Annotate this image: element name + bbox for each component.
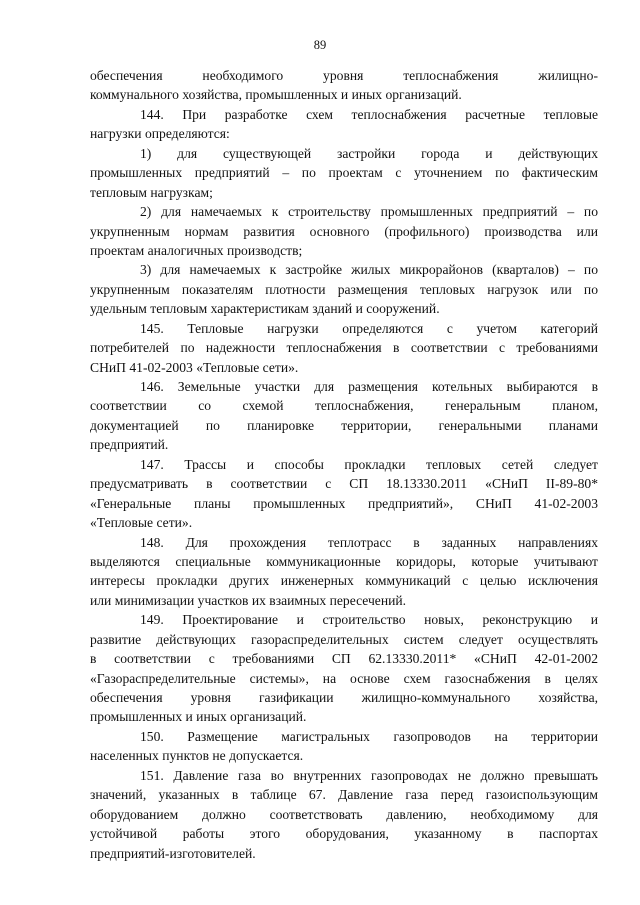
- text-line: в соответствии с требованиями СП 62.13330.2011* «СНиП 42-01-2002: [90, 651, 598, 667]
- text-line: 149. Проектирование и строительство новых, реконструкцию и: [140, 612, 598, 628]
- text-line: интересы прокладки других инженерных коммуникаций с целью исключения: [90, 573, 598, 589]
- text-line: 150. Размещение магистральных газопроводов на территории: [140, 728, 598, 744]
- text-line: коммунального хозяйства, промышленных и иных организаций.: [90, 87, 462, 103]
- text-line: потребителей по надежности теплоснабжения в соответствии с требованиями: [90, 340, 598, 356]
- text-line: соответствии со схемой теплоснабжения, генеральным планом,: [90, 398, 598, 414]
- text-line: значений, указанных в таблице 67. Давление газа перед газоиспользующим: [90, 787, 598, 803]
- text-line: промышленных и иных организаций.: [90, 709, 307, 725]
- text-line: 145. Тепловые нагрузки определяются с учетом категорий: [140, 320, 598, 336]
- text-line: документацией по планировке территории, генеральными планами: [90, 417, 598, 433]
- text-line: 3) для намечаемых к застройке жилых микрорайонов (кварталов) – по: [140, 262, 598, 278]
- text-line: «Газораспределительные системы», на основе схем газоснабжения в целях: [90, 670, 598, 686]
- page-number: 89: [313, 38, 327, 52]
- text-line: или минимизации участков их взаимных пересечений.: [90, 592, 407, 608]
- text-line: 148. Для прохождения теплотрасс в заданных направлениях: [140, 534, 598, 550]
- text-line: 2) для намечаемых к строительству промышленных предприятий – по: [140, 204, 598, 220]
- text-line: обеспечения необходимого уровня теплоснабжения жилищно-: [90, 68, 598, 83]
- text-line: 144. При разработке схем теплоснабжения расчетные тепловые: [140, 106, 598, 122]
- text-line: СНиП 41-02-2003 «Тепловые сети».: [90, 359, 299, 375]
- text-line: тепловым нагрузкам;: [90, 184, 213, 200]
- text-line: предусматривать в соответствии с СП 18.13330.2011 «СНиП II-89-80*: [90, 476, 598, 492]
- text-line: предприятий.: [90, 437, 169, 453]
- text-line: «Генеральные планы промышленных предприятий», СНиП 41-02-2003: [90, 495, 598, 511]
- text-line: проектам аналогичных производств;: [90, 242, 303, 258]
- text-line: обеспечения уровня газификации жилищно-коммунального хозяйства,: [90, 690, 598, 705]
- document-body: [90, 66, 598, 863]
- text-line: 146. Земельные участки для размещения котельных выбираются в: [140, 379, 598, 394]
- text-line: предприятий-изготовителей.: [90, 845, 256, 861]
- text-line: выделяются специальные коммуникационные коридоры, которые учитывают: [90, 553, 598, 569]
- text-line: населенных пунктов не допускается.: [90, 748, 304, 764]
- text-line: 1) для существующей застройки города и действующих: [140, 145, 598, 161]
- text-line: промышленных предприятий – по проектам с уточнением по фактическим: [90, 165, 598, 181]
- text-line: оборудованием должно соответствовать давлению, необходимому для: [90, 806, 598, 822]
- text-line: «Тепловые сети».: [90, 515, 193, 531]
- text-line: удельным тепловым характеристикам зданий и сооружений.: [90, 301, 440, 317]
- text-line: укрупненным показателям плотности размещения тепловых нагрузок или по: [90, 281, 598, 297]
- text-line: устойчивой работы этого оборудования, указанному в паспортах: [90, 826, 598, 842]
- text-line: нагрузки определяются:: [90, 126, 230, 142]
- text-line: 151. Давление газа во внутренних газопроводах не должно превышать: [140, 767, 598, 783]
- text-line: 147. Трассы и способы прокладки тепловых сетей следует: [140, 456, 598, 472]
- text-line: развитие действующих газораспределительных систем следует осуществлять: [90, 631, 598, 647]
- text-line: укрупненным нормам развития основного (профильного) производства или: [90, 223, 598, 239]
